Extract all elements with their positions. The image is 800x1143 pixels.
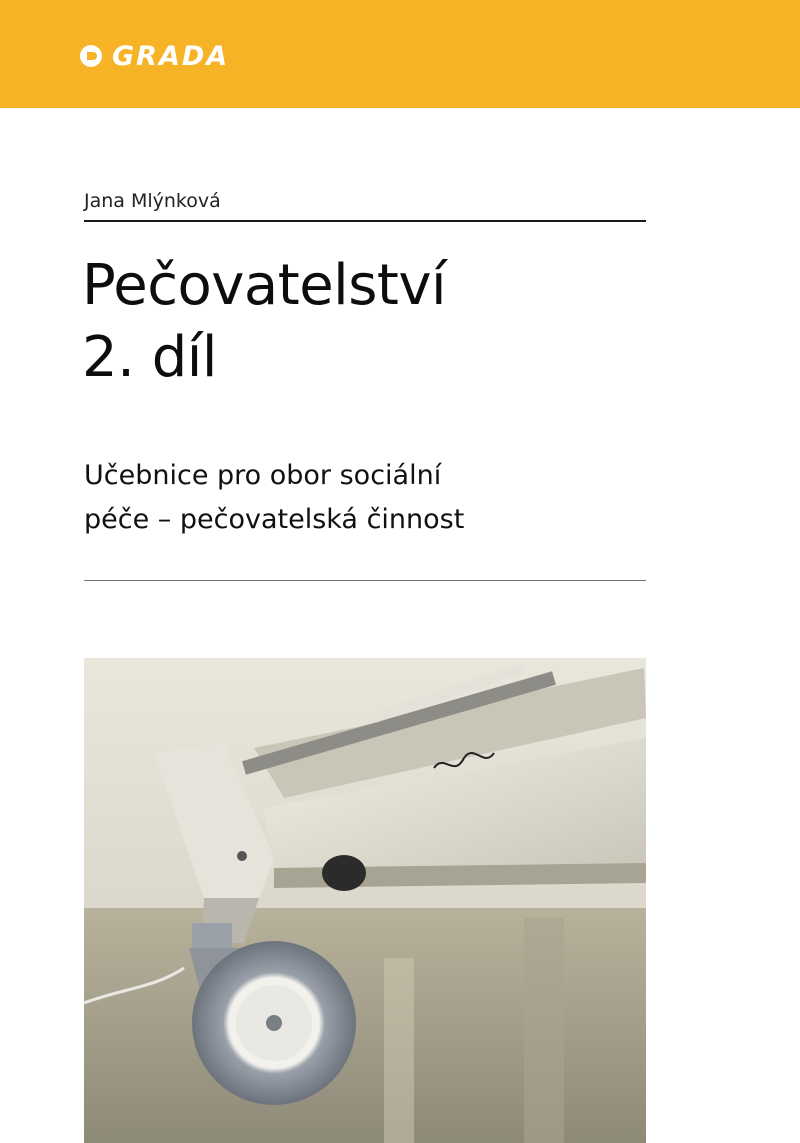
title-line-2: 2. díl [82,325,217,390]
author-name: Jana Mlýnková [84,190,221,212]
cover-photo [84,658,646,1143]
book-subtitle [84,454,684,542]
subtitle-line-1: Učebnice pro obor sociální [84,460,442,491]
publisher-logo [80,38,229,74]
title-line-1: Pečovatelství [82,253,447,318]
grada-logo-icon [80,45,102,67]
subtitle-line-2: péče – pečovatelská činnost [84,504,465,535]
divider-top [84,220,646,222]
publisher-band [0,0,800,108]
book-title [82,250,682,394]
divider-bottom [84,580,646,581]
hospital-bed-wheel-icon [84,658,646,1143]
publisher-name: GRADA [112,40,230,72]
